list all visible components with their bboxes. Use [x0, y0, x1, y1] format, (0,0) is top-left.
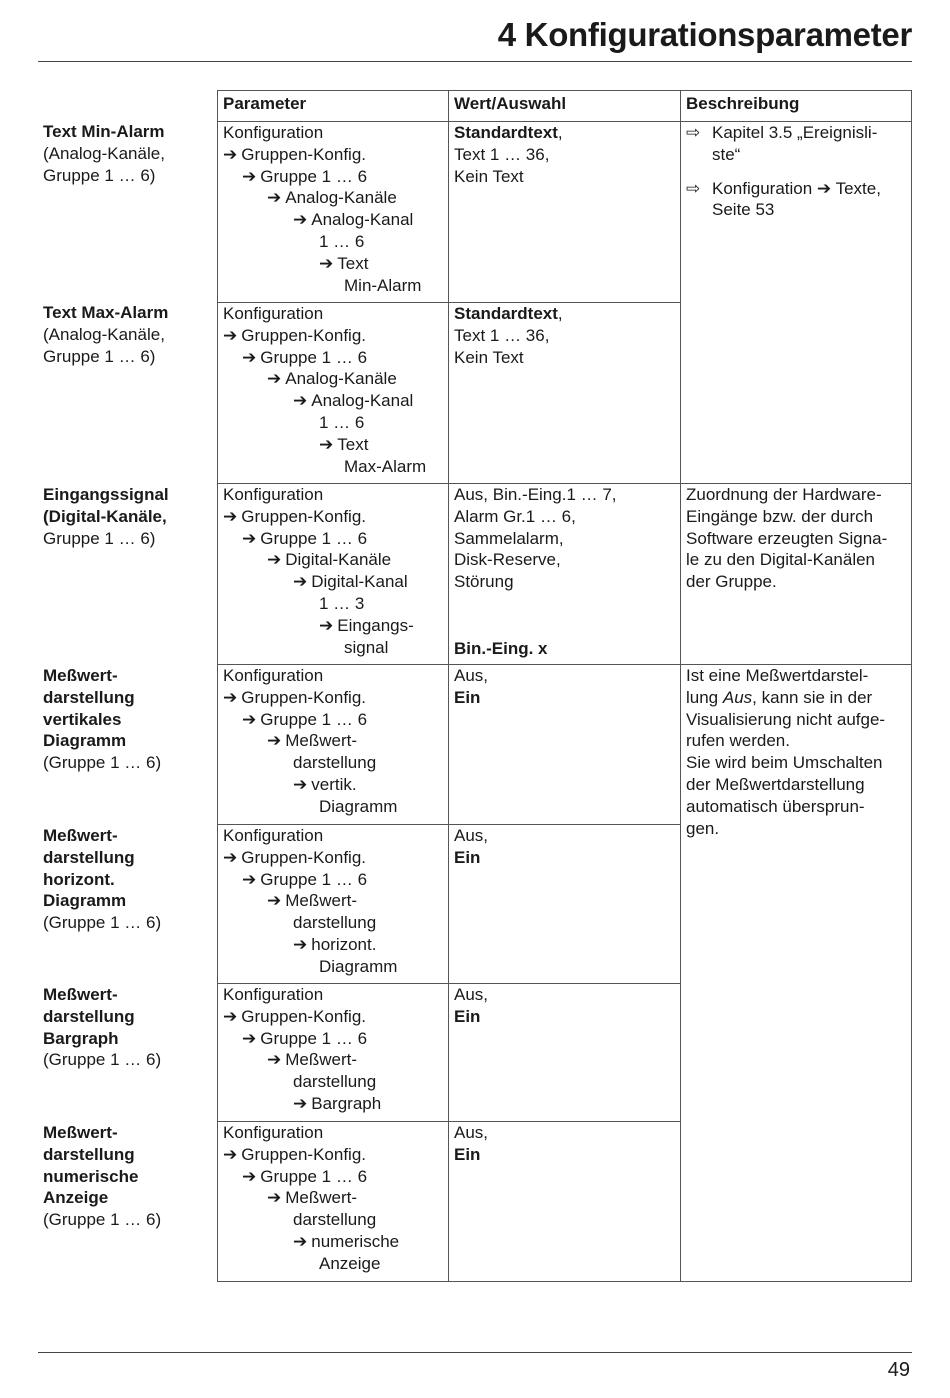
arrow-right-icon: ➔: [293, 391, 308, 411]
value-cell: Aus, Ein: [449, 984, 681, 1122]
path-cell: Konfiguration ➔ Gruppen-Konfig. ➔ Gruppe 1 … 6 ➔ Meßwert- darstellung ➔ horizont. Diagramm: [218, 825, 449, 984]
path-cell: Konfiguration ➔ Gruppen-Konfig. ➔ Gruppe 1 … 6 ➔ Meßwert- darstellung ➔ numerische Anzeige: [218, 1122, 449, 1282]
description-cell: Zuordnung der Hardware- Eingänge bzw. der durch Software erzeugten Signa- le zu den Digital-Kanälen der Gruppe.: [681, 484, 912, 665]
cross-reference-link[interactable]: Konfiguration ➔ Texte,: [712, 178, 881, 198]
arrow-right-icon: ➔: [293, 774, 308, 794]
arrow-right-icon: ➔: [267, 188, 282, 208]
description-cell-display: Ist eine Meßwertdarstel- lung Aus, kann sie in der Visualisierung nicht aufge- rufen werden. Sie wird beim Umschalten der Meßwertdarstellung automatisch übersprun- gen.: [681, 665, 912, 1282]
row-label-vertikales-diagramm: Meßwert- darstellung vertikales Diagramm (Gruppe 1 … 6): [43, 666, 162, 773]
arrow-right-icon: ➔: [242, 1166, 257, 1186]
arrow-right-icon: ➔: [267, 1050, 282, 1070]
arrow-right-icon: ➔: [242, 347, 257, 367]
arrow-right-icon: ➔: [223, 325, 238, 345]
row-label-text-max-alarm: Text Max-Alarm (Analog-Kanäle, Gruppe 1 … 6): [43, 303, 169, 366]
description-cell-alarm-text: ⇨ Kapitel 3.5 „Ereignisli- ste“ ⇨ Konfiguration ➔ Texte, Seite 53: [681, 122, 912, 484]
value-cell: Aus, Ein: [449, 665, 681, 825]
header-parameter: Parameter: [218, 91, 449, 122]
arrow-right-icon: ➔: [319, 434, 334, 454]
row-label-horizont-diagramm: Meßwert- darstellung horizont. Diagramm (Gruppe 1 … 6): [43, 826, 162, 933]
row-label-text-min-alarm: Text Min-Alarm (Analog-Kanäle, Gruppe 1 … 6): [43, 122, 165, 185]
arrow-right-icon: ➔: [223, 847, 238, 867]
arrow-right-icon: ➔: [223, 687, 238, 707]
header-rule: [38, 61, 912, 62]
chapter-title: 4 Konfigurationsparameter: [497, 16, 912, 53]
arrow-right-icon: ➔: [267, 1188, 282, 1208]
arrow-right-icon: ➔: [319, 253, 334, 273]
arrow-right-icon: ➔: [267, 891, 282, 911]
table-row: [218, 122, 912, 303]
arrow-right-icon: ➔: [293, 934, 308, 954]
arrow-right-icon: ➔: [223, 1144, 238, 1164]
header-beschreibung: Beschreibung: [681, 91, 912, 122]
cross-reference-link[interactable]: Kapitel 3.5 „Ereignisli-: [712, 123, 878, 142]
value-cell: Aus, Ein: [449, 1122, 681, 1282]
hollow-arrow-icon: ⇨: [686, 178, 701, 198]
path-cell: Konfiguration ➔ Gruppen-Konfig. ➔ Gruppe 1 … 6 ➔ Analog-Kanäle ➔ Analog-Kanal 1 … 6 ➔ Text Min-Alarm: [218, 122, 449, 303]
arrow-right-icon: ➔: [223, 1006, 238, 1026]
value-cell: Standardtext, Text 1 … 36, Kein Text: [449, 122, 681, 303]
arrow-right-icon: ➔: [293, 1231, 308, 1251]
path-cell: Konfiguration ➔ Gruppen-Konfig. ➔ Gruppe 1 … 6 ➔ Meßwert- darstellung ➔ Bargraph: [218, 984, 449, 1122]
header-wert-auswahl: Wert/Auswahl: [449, 91, 681, 122]
arrow-right-icon: ➔: [293, 572, 308, 592]
arrow-right-icon: ➔: [267, 731, 282, 751]
arrow-right-icon: ➔: [242, 166, 257, 186]
default-value-note: Bin.-Eing. x: [454, 639, 548, 659]
arrow-right-icon: ➔: [242, 528, 257, 548]
arrow-right-icon: ➔: [242, 869, 257, 889]
value-cell: Aus, Bin.-Eing.1 … 7, Alarm Gr.1 … 6, Sammelalarm, Disk-Reserve, Störung Bin.-Eing. x: [449, 484, 681, 665]
arrow-right-icon: ➔: [223, 506, 238, 526]
path-cell: Konfiguration ➔ Gruppen-Konfig. ➔ Gruppe 1 … 6 ➔ Meßwert- darstellung ➔ vertik. Diagramm: [218, 665, 449, 825]
arrow-right-icon: ➔: [242, 709, 257, 729]
value-cell: Aus, Ein: [449, 825, 681, 984]
arrow-right-icon: ➔: [242, 1028, 257, 1048]
hollow-arrow-icon: ⇨: [686, 123, 701, 142]
arrow-right-icon: ➔: [267, 550, 282, 570]
arrow-right-icon: ➔: [267, 369, 282, 389]
arrow-right-icon: ➔: [223, 144, 238, 164]
arrow-right-icon: ➔: [293, 1093, 308, 1113]
parameter-table: [217, 90, 912, 1282]
arrow-right-icon: ➔: [293, 210, 308, 230]
footer-rule: [38, 1352, 912, 1353]
value-cell: Standardtext, Text 1 … 36, Kein Text: [449, 303, 681, 484]
table-row: [218, 665, 912, 825]
arrow-right-icon: ➔: [319, 615, 334, 635]
row-label-eingangssignal: Eingangssignal (Digital-Kanäle, Gruppe 1 … 6): [43, 485, 169, 548]
row-label-numerische-anzeige: Meßwert- darstellung numerische Anzeige (Gruppe 1 … 6): [43, 1123, 162, 1230]
row-label-bargraph: Meßwert- darstellung Bargraph (Gruppe 1 … 6): [43, 985, 162, 1070]
page-number: 49: [887, 1359, 910, 1381]
path-cell: Konfiguration ➔ Gruppen-Konfig. ➔ Gruppe 1 … 6 ➔ Digital-Kanäle ➔ Digital-Kanal 1 … 3 ➔ Eingangs- signal: [218, 484, 449, 665]
table-row: [218, 484, 912, 665]
table-header-row: [218, 91, 912, 122]
path-cell: Konfiguration ➔ Gruppen-Konfig. ➔ Gruppe 1 … 6 ➔ Analog-Kanäle ➔ Analog-Kanal 1 … 6 ➔ Text Max-Alarm: [218, 303, 449, 484]
